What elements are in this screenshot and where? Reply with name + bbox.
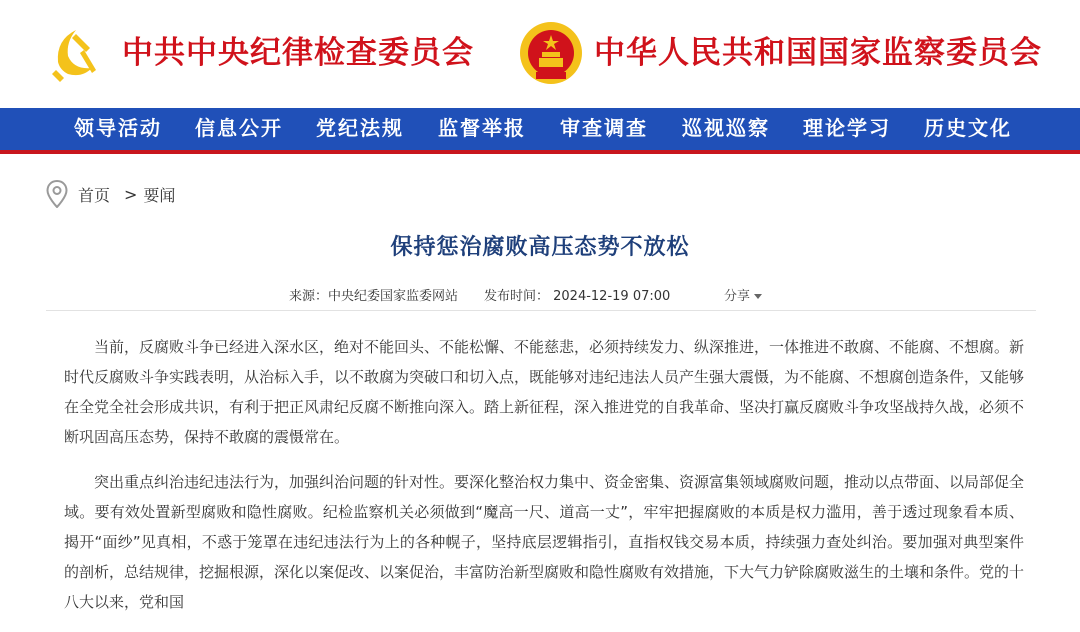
article-publish-time: 发布时间： 2024-12-19 07:00	[484, 289, 671, 304]
nav-item-regulations[interactable]: 党纪法规	[316, 116, 404, 140]
national-emblem-icon	[520, 20, 582, 86]
ccdi-brand[interactable]	[46, 18, 474, 88]
nav-item-inspection[interactable]: 巡视巡察	[682, 116, 770, 140]
nav-item-report[interactable]: 监督举报	[438, 116, 526, 140]
main-nav	[0, 108, 1080, 154]
nav-item-theory[interactable]: 理论学习	[803, 116, 891, 140]
nav-item-investigation[interactable]: 审查调查	[560, 116, 648, 140]
breadcrumb-current[interactable]: 要闻	[143, 185, 176, 205]
article-body	[64, 332, 1024, 632]
nav-item-leadership[interactable]: 领导活动	[74, 116, 162, 140]
article-title: 保持惩治腐败高压态势不放松	[390, 235, 690, 260]
chevron-down-icon	[754, 294, 762, 299]
share-label: 分享	[724, 289, 751, 304]
party-emblem-icon	[46, 20, 108, 86]
article-paragraph: 突出重点纠治违纪违法行为，加强纠治问题的针对性。要深化整治权力集中、资金密集、资源富集领域腐败问题，推动以点带面、以局部促全域。要有效处置新型腐败和隐性腐败。纪检监察机关必须做到“魔高一尺、道高一丈”，牢牢把握腐败的本质是权力滥用，善于透过现象看本质、揭开“面纱”见真相，不惑于笼罩在违纪违法行为上的各种幌子，坚持底层逻辑指引，直指权钱交易本质，持续强力查处纠治。要加强对典型案件的剖析，总结规律，挖掘根源，深化以案促改、以案促治，丰富防治新型腐败和隐性腐败有效措施，下大气力铲除腐败滋生的土壤和条件。党的十八大以来，党和国	[64, 473, 1025, 611]
main-nav-list	[0, 108, 1080, 150]
article-paragraph: 当前，反腐败斗争已经进入深水区，绝对不能回头、不能松懈、不能慈悲，必须持续发力、纵深推进，一体推进不敢腐、不能腐、不想腐。新时代反腐败斗争实践表明，从治标入手，以不敢腐为突破口和切入点，既能够对违纪违法人员产生强大震慑，为不能腐、不想腐创造条件，又能够在全党全社会形成共识，有利于把正风肃纪反腐不断推向深入。踏上新征程，深入推进党的自我革命、坚决打赢反腐败斗争攻坚战持久战，必须不断巩固高压态势，保持不敢腐的震慑常在。	[64, 338, 1025, 446]
share-dropdown[interactable]	[724, 285, 762, 304]
breadcrumb-separator: >	[124, 184, 138, 204]
meta-divider	[46, 310, 1036, 311]
site-header	[0, 0, 1080, 108]
nsc-brand[interactable]	[520, 18, 1042, 88]
nsc-title: 中华人民共和国国家监察委员会	[594, 35, 1042, 71]
ccdi-title: 中共中央纪律检查委员会	[122, 35, 474, 71]
breadcrumb-home-link[interactable]: 首页	[78, 185, 111, 205]
location-pin-icon	[46, 180, 68, 208]
nav-item-info-disclosure[interactable]: 信息公开	[195, 116, 283, 140]
article-meta	[0, 285, 1080, 303]
article-source: 来源：中央纪委国家监委网站	[289, 289, 459, 304]
nav-item-history[interactable]: 历史文化	[924, 116, 1012, 140]
breadcrumb	[46, 178, 175, 210]
